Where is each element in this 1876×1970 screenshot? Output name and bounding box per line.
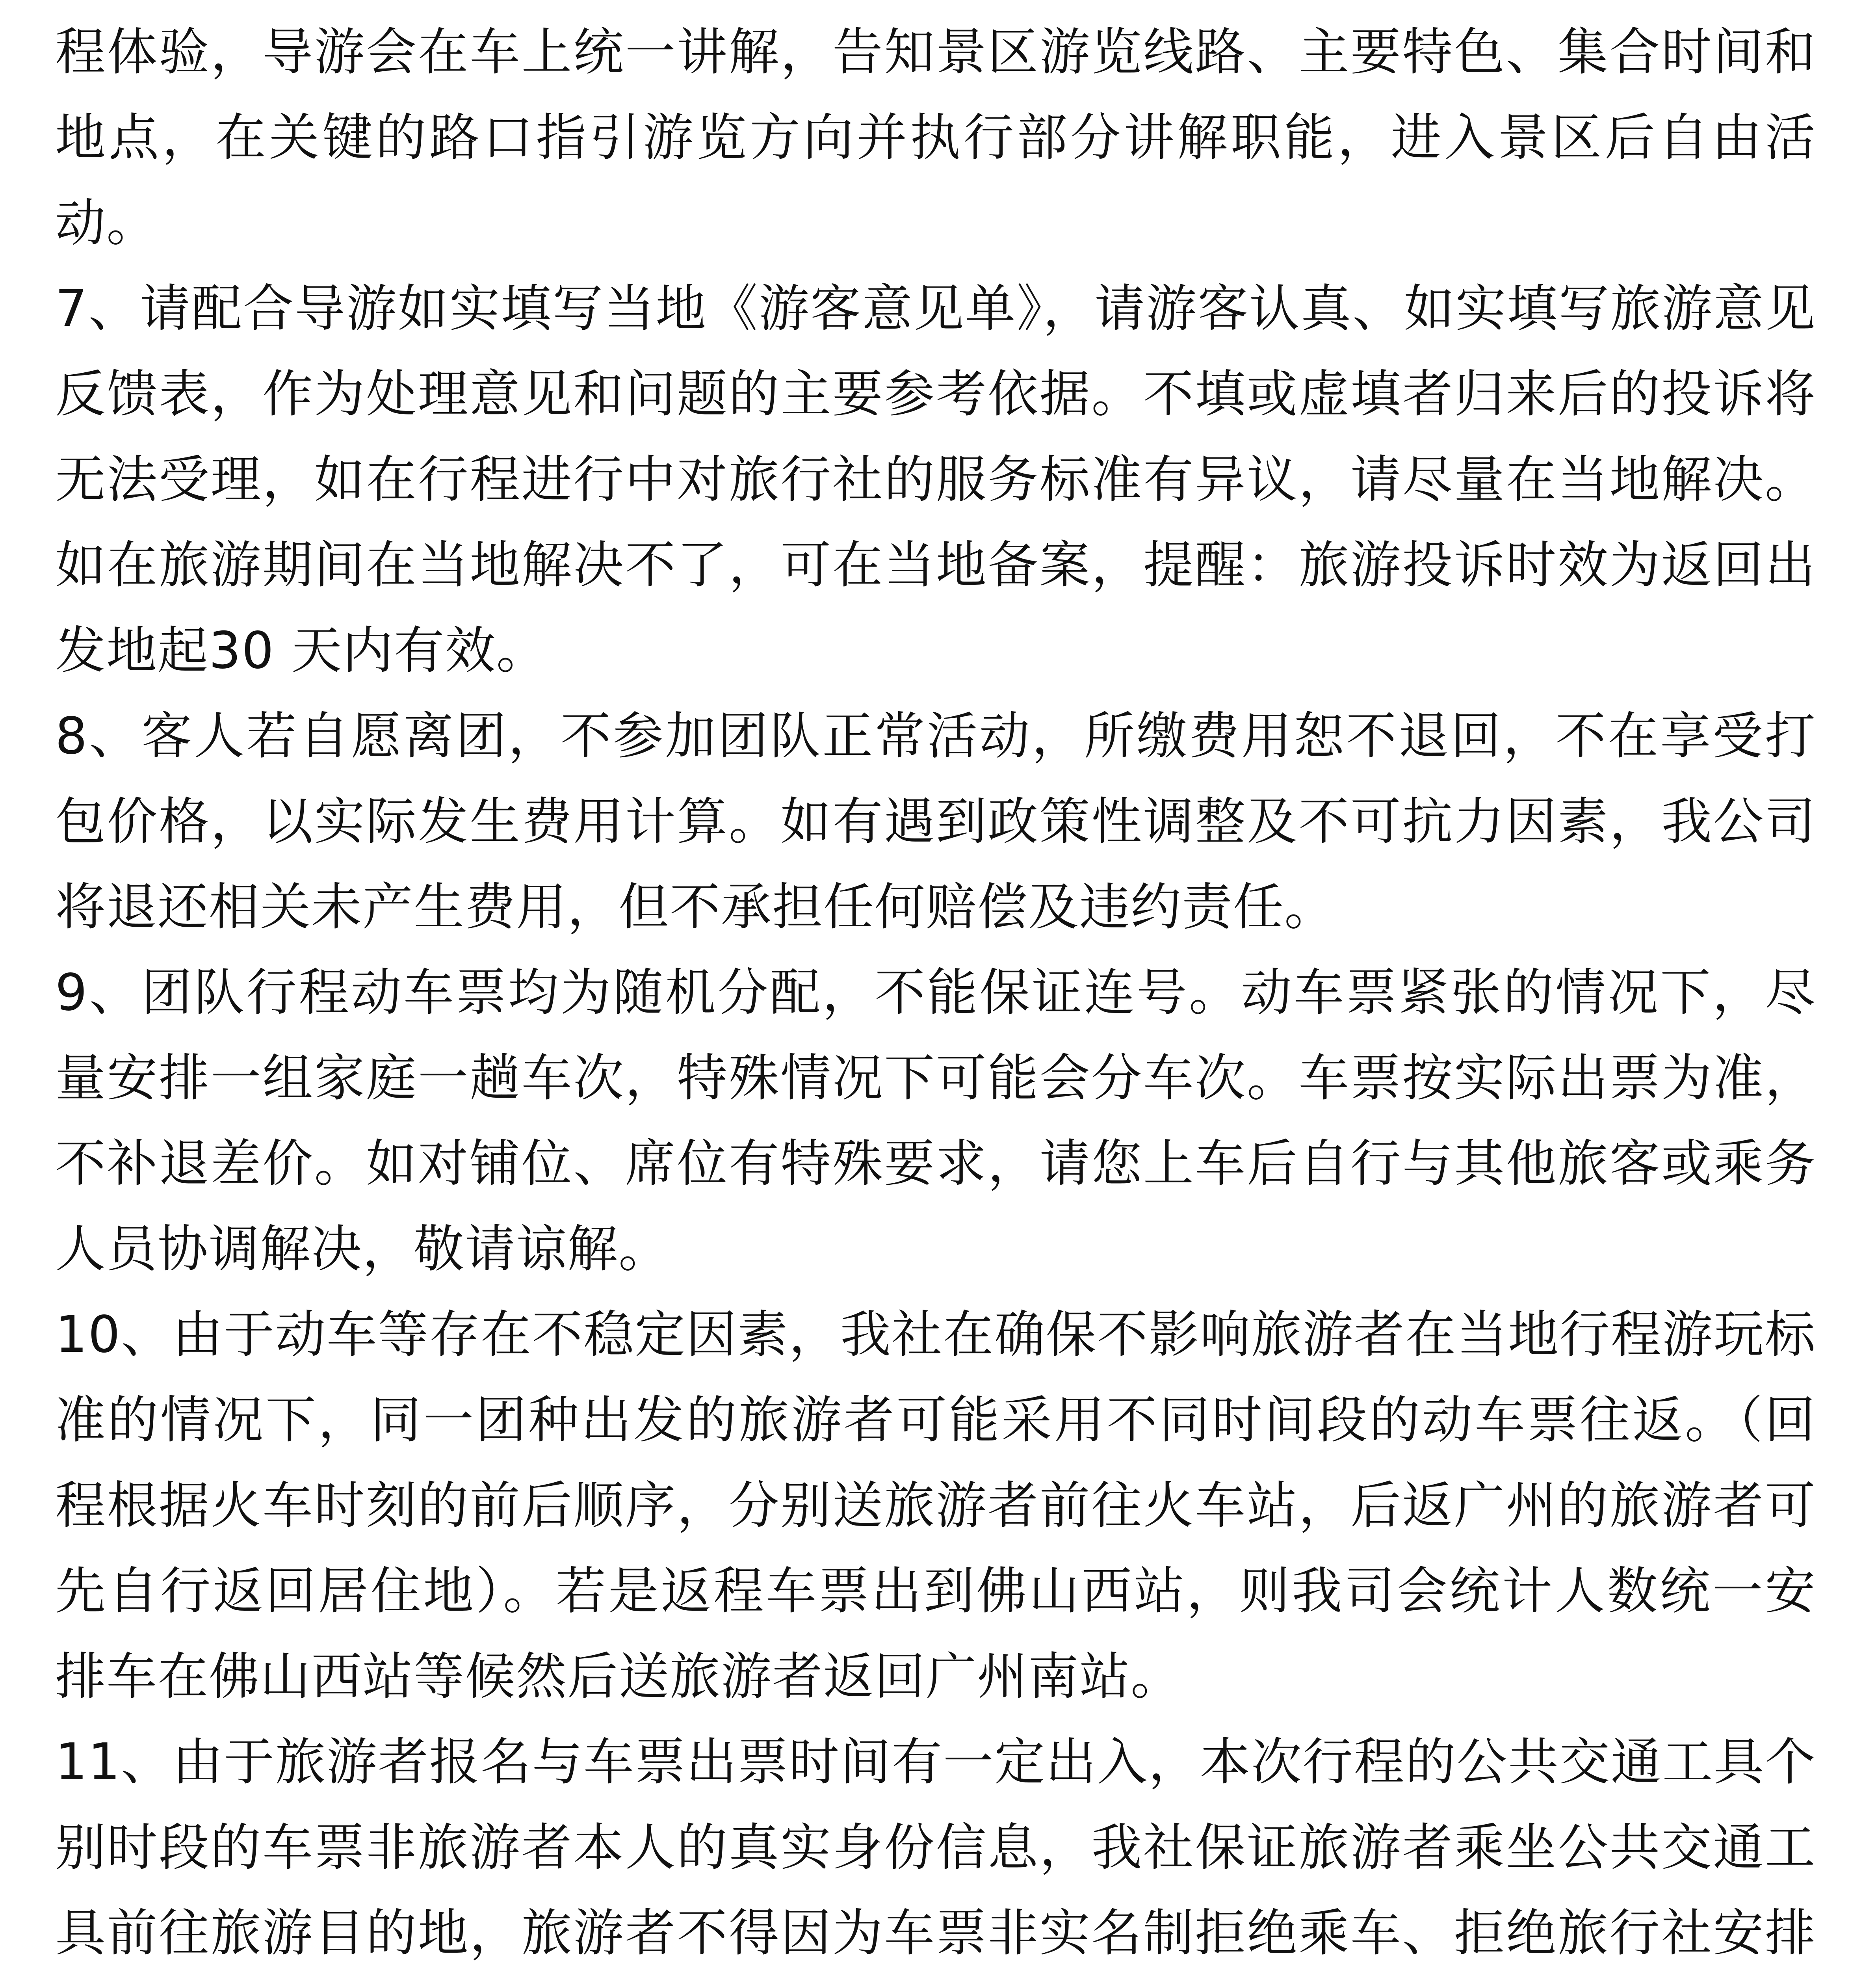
paragraph-item-8: 8、客人若自愿离团，不参加团队正常活动，所缴费用恕不退回，不在享受打包价格，以实际发生费用计算。如有遇到政策性调整及不可抗力因素，我公司将退还相关未产生费用，但不承担任何赔偿及违约责任。 [55, 707, 1816, 937]
paragraph-item-6-continuation: 程体验，导游会在车上统一讲解，告知景区游览线路、主要特色、集合时间和地点，在关键的路口指引游览方向并执行部分讲解职能，进入景区后自由活动。 [55, 23, 1816, 253]
document-page [55, 9, 1816, 1970]
paragraph-item-10: 10、由于动车等存在不稳定因素，我社在确保不影响旅游者在当地行程游玩标准的情况下，同一团种出发的旅游者可能采用不同时间段的动车票往返。（回程根据火车时刻的前后顺序，分别送旅游者前往火车站，后返广州的旅游者可先自行返回居住地）。若是返程车票出到佛山西站，则我司会统计人数统一安排车在佛山西站等候然后送旅游者返回广州南站。 [55, 1305, 1816, 1706]
paragraph-item-11: 11、由于旅游者报名与车票出票时间有一定出入，本次行程的公共交通工具个别时段的车票非旅游者本人的真实身份信息，我社保证旅游者乘坐公共交通工具前往旅游目的地，旅游者不得因为车票非实名制拒绝乘车、拒绝旅行社安排 [55, 1733, 1816, 1963]
paragraph-item-9: 9、团队行程动车票均为随机分配，不能保证连号。动车票紧张的情况下，尽量安排一组家庭一趟车次，特殊情况下可能会分车次。车票按实际出票为准，不补退差价。如对铺位、席位有特殊要求，请您上车后自行与其他旅客或乘务人员协调解决，敬请谅解。 [55, 963, 1816, 1279]
paragraph-item-7: 7、请配合导游如实填写当地《游客意见单》，请游客认真、如实填写旅游意见反馈表，作为处理意见和问题的主要参考依据。不填或虚填者归来后的投诉将无法受理，如在行程进行中对旅行社的服务标准有异议，请尽量在当地解决。如在旅游期间在当地解决不了，可在当地备案，提醒：旅游投诉时效为返回出发地起30 天内有效。 [55, 279, 1816, 680]
